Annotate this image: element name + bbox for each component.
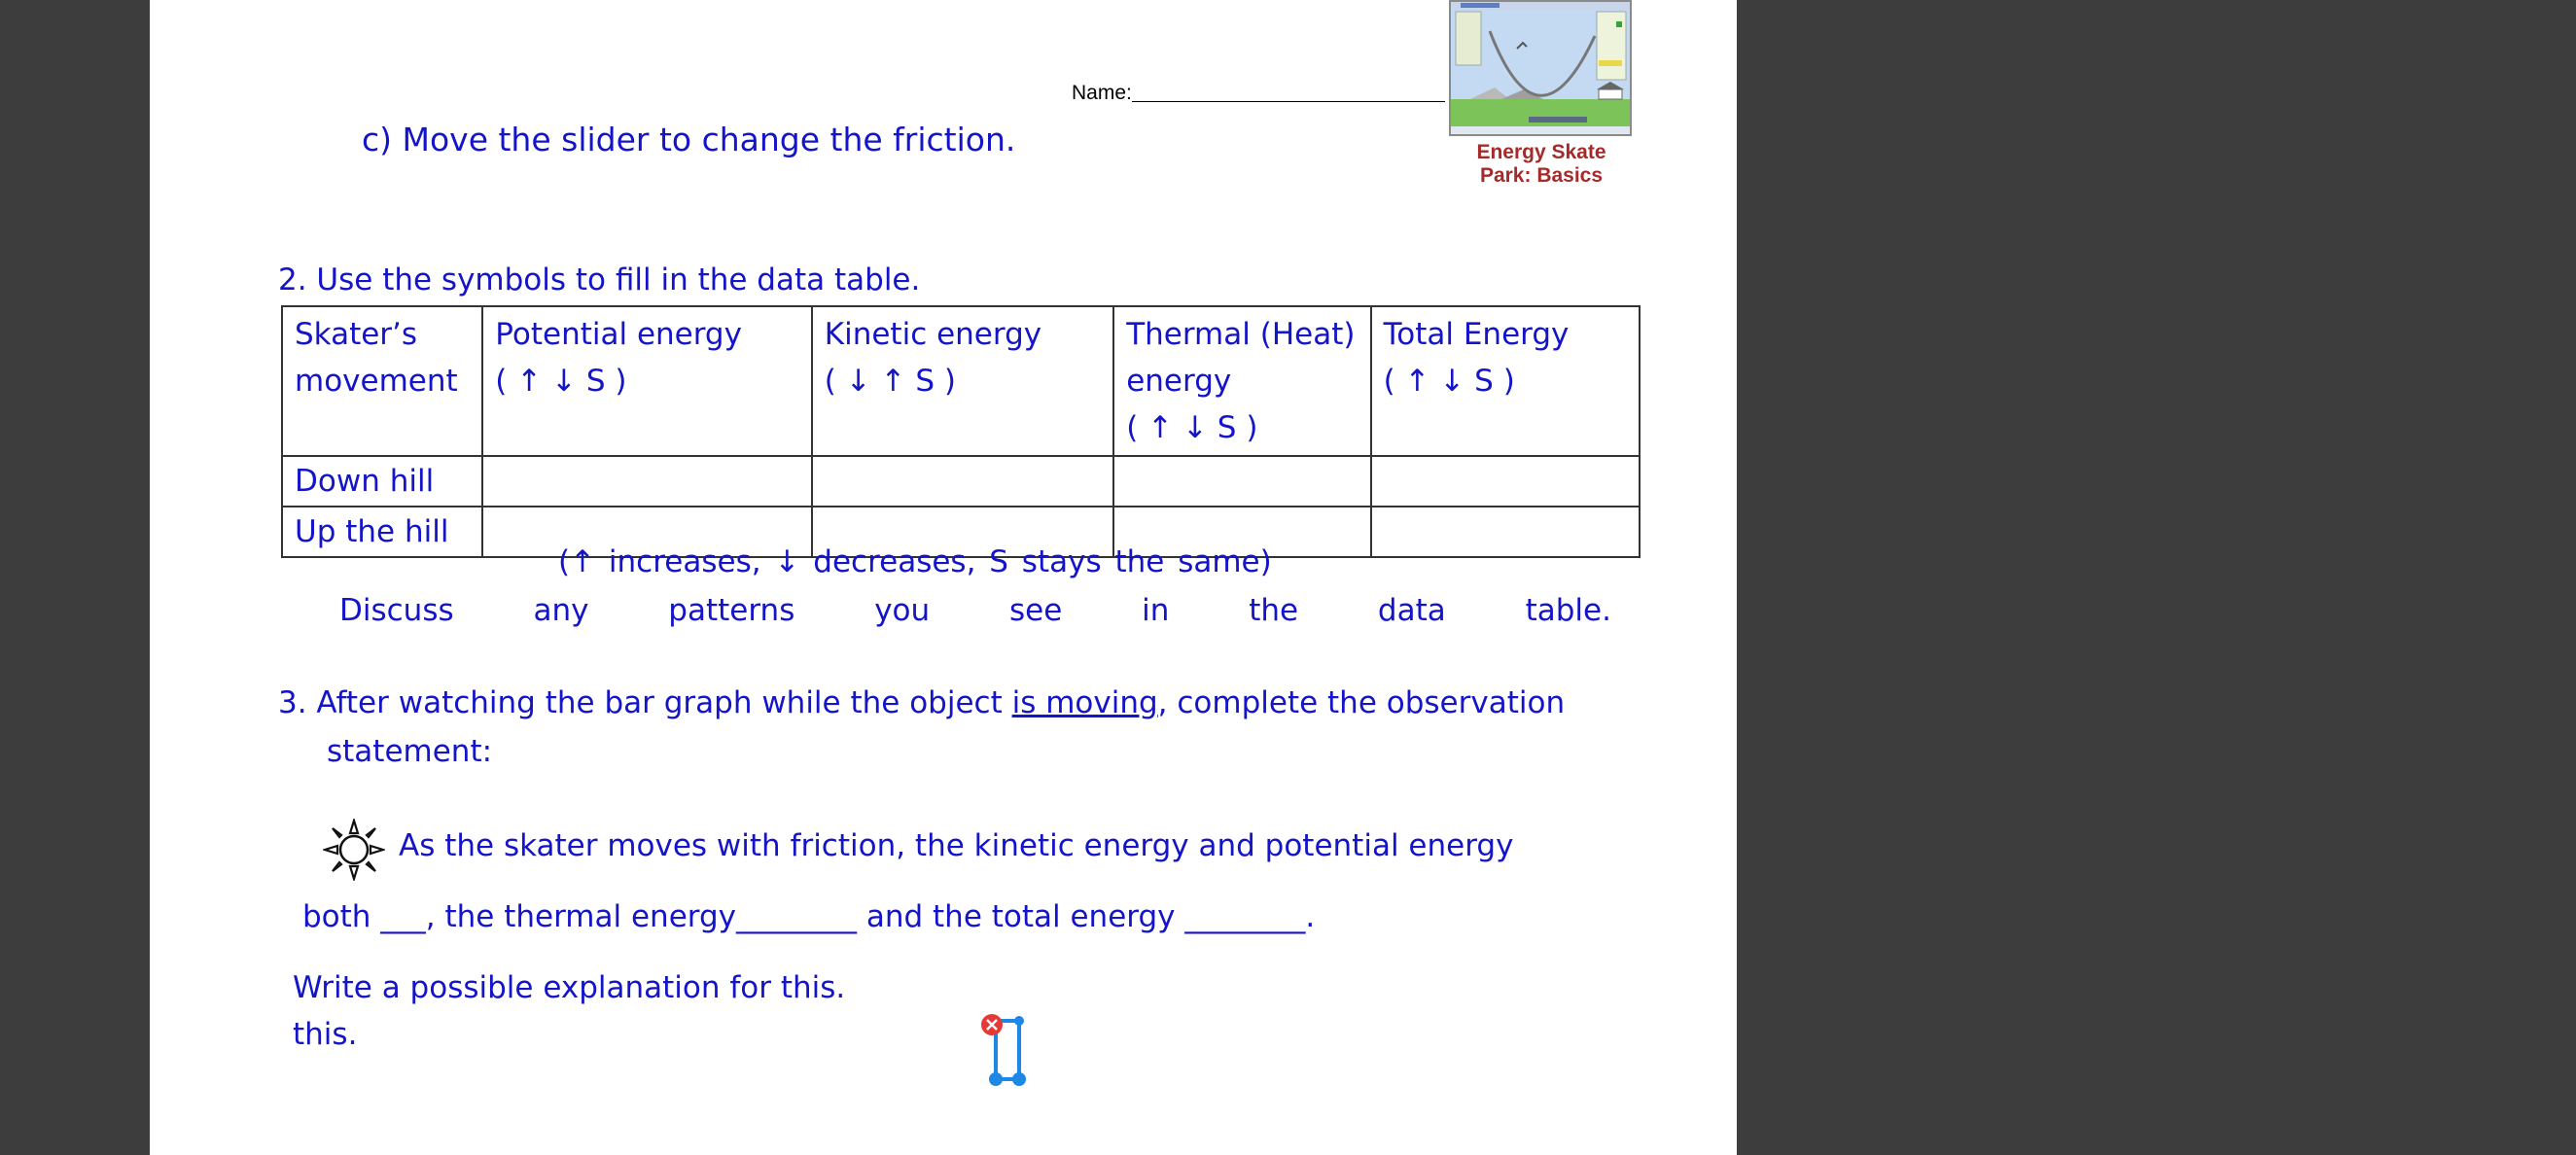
cell-total-up[interactable] [1371,507,1640,557]
item-c-instruction: c) Move the slider to change the friction. [362,121,1016,158]
skate-park-screenshot-image [1451,2,1630,134]
table-header-row [282,306,1640,456]
cell-potential-down[interactable] [482,456,811,507]
energy-data-table [281,305,1641,558]
simulation-thumbnail [1449,0,1632,136]
header-thermal-energy: Thermal (Heat) energy ( ↑ ↓ S ) [1113,306,1370,456]
header-potential-energy: Potential energy ( ↑ ↓ S ) [482,306,811,456]
discuss-word: table. [1525,593,1611,628]
row-label-up-hill: Up the hill [282,507,482,557]
discuss-word: patterns [668,593,795,628]
discuss-word: in [1142,593,1170,628]
question-3-continuation: statement: [327,734,493,769]
discuss-word: you [874,593,931,628]
header-kinetic-energy: Kinetic energy ( ↓ ↑ S ) [812,306,1113,456]
question-2-heading: 2. Use the symbols to fill in the data table. [278,262,921,298]
thumbnail-caption: Energy Skate Park: Basics [1476,141,1606,187]
question-3-heading: 3. After watching the bar graph while the object is moving, complete the observation [278,685,1566,720]
name-label: Name: [1072,82,1132,104]
discuss-word: data [1377,593,1446,628]
symbol-legend: (↑ increases, ↓ decreases, S stays the same) [558,544,1272,579]
write-explanation-prompt: Write a possible explanation for this. [293,970,846,1005]
discuss-prompt [339,593,1611,628]
observation-statement-line-1: As the skater moves with friction, the kinetic energy and potential energy [399,828,1514,863]
cell-kinetic-down[interactable] [812,456,1113,507]
discuss-word: see [1008,593,1063,628]
sun-icon [323,819,385,881]
document-page [150,0,1737,1155]
discuss-word: the [1249,593,1299,628]
table-row [282,456,1640,507]
name-blank-line [1132,101,1445,102]
cell-thermal-down[interactable] [1113,456,1370,507]
header-skaters-movement: Skater’s movement [282,306,482,456]
row-label-down-hill: Down hill [282,456,482,507]
write-explanation-continuation: this. [293,1017,358,1052]
cell-total-down[interactable] [1371,456,1640,507]
discuss-word: Discuss [339,593,454,628]
observation-statement-line-2: both ___, the thermal energy________ and the total energy ________. [302,899,1316,934]
text-cursor-handle-icon[interactable] [976,1011,1035,1089]
discuss-word: any [533,593,589,628]
header-total-energy: Total Energy ( ↑ ↓ S ) [1371,306,1640,456]
underlined-phrase: is moving [1011,685,1158,720]
